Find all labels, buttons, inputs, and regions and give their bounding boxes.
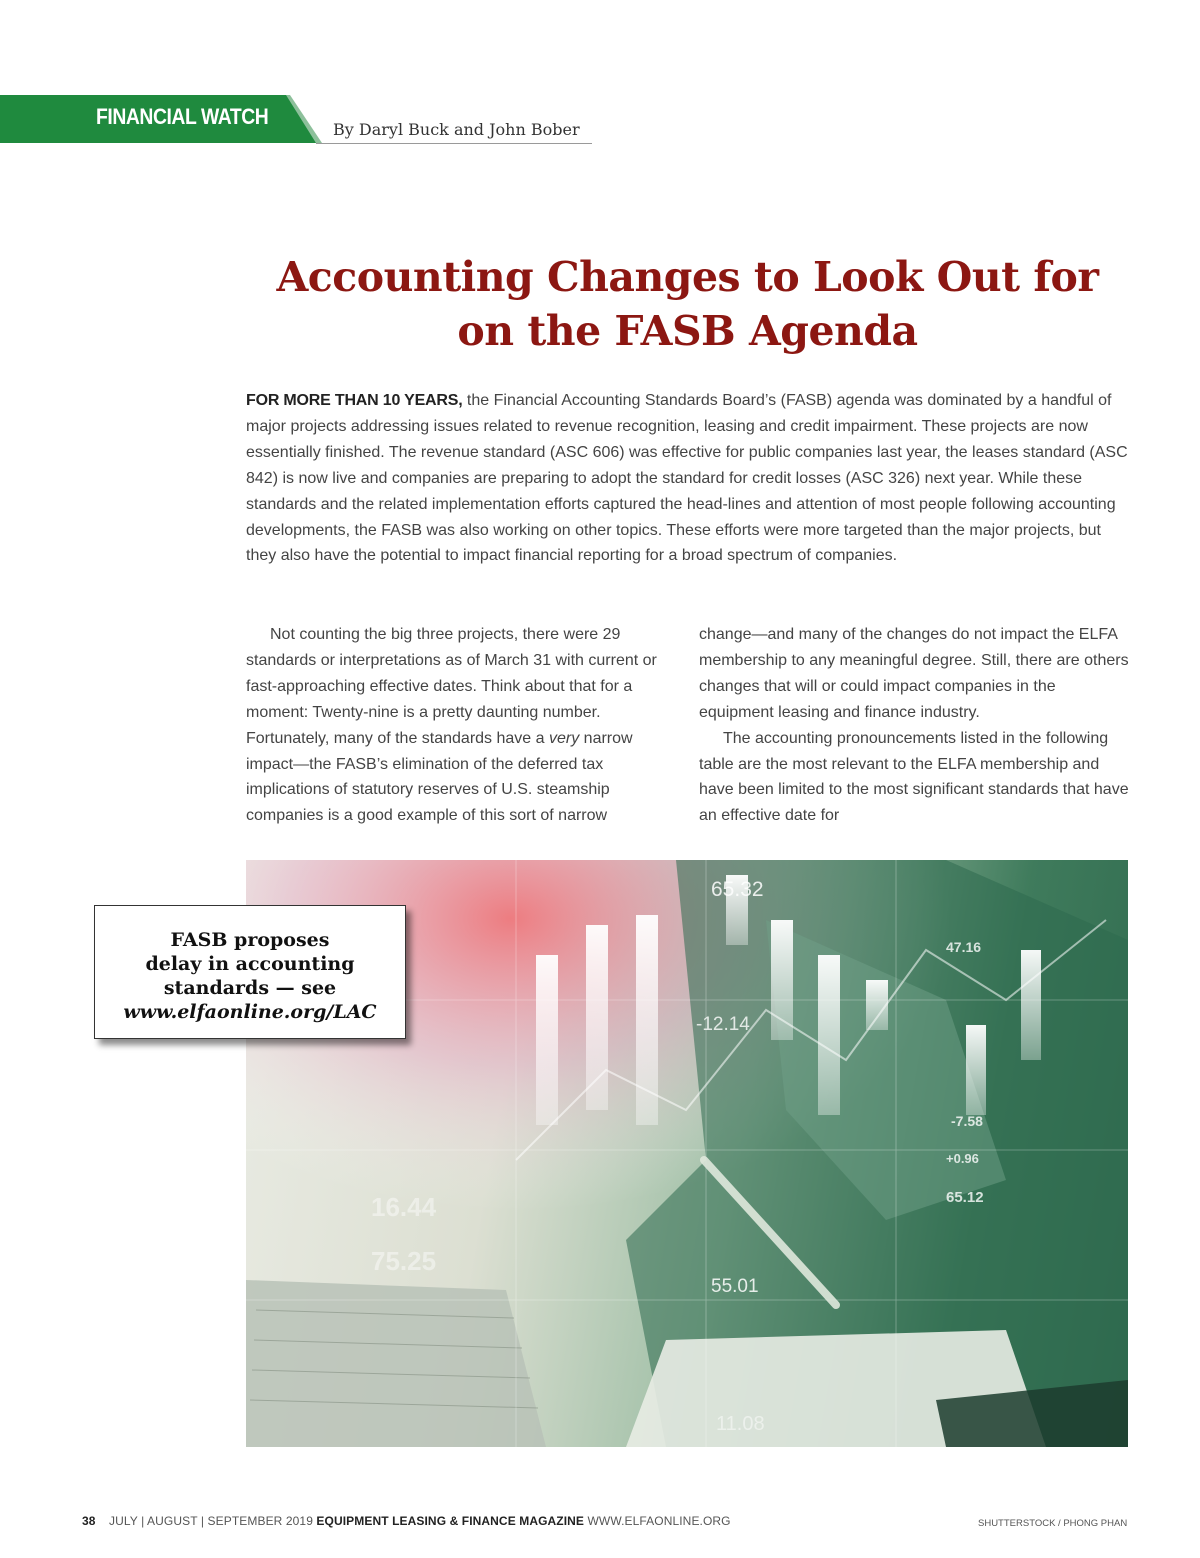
chart-bar [866,980,888,1030]
intro-lead-in: FOR MORE THAN 10 YEARS, [246,392,463,409]
issue-date: JULY | AUGUST | SEPTEMBER 2019 [109,1514,313,1528]
chart-number: -7.58 [951,1113,983,1129]
body-column-right [699,622,1131,829]
chart-number: 65.32 [711,878,764,901]
laptop-keyboard [246,1280,546,1447]
photo-credit: SHUTTERSTOCK / PHONG PHAN [978,1518,1128,1529]
body-text: Not counting the big three projects, there were 29 standards or interpretations as of March 31 with current or fast-approaching effective dates. Think about that for a moment: Twenty-nine is a pretty daunting number. Fortunately, many of the standards have a [246,626,657,747]
chart-number: 65.12 [946,1189,984,1206]
chart-bar [536,955,558,1125]
page-footer [82,1514,731,1528]
byline: By Daryl Buck and John Bober [333,120,580,139]
title-line-2: on the FASB Agenda [457,307,918,355]
article-title [240,250,1135,358]
chart-number: -12.14 [696,1014,750,1035]
body-paragraph: change—and many of the changes do not impact the ELFA membership to any meaningful degree. Still, there are others changes that will or could impact companies in the equipment leasing and finance industry. [699,626,1129,721]
body-paragraph: The accounting pronouncements listed in the following table are the most relevant to the ELFA membership and have been limited to the most significant standards that have an effective date for [699,729,1129,825]
chart-number: 16.44 [371,1192,437,1222]
chart-bar [966,1025,986,1115]
website-link[interactable]: WWW.ELFAONLINE.ORG [587,1514,731,1528]
body-column-left [246,622,684,829]
chart-number: +0.96 [946,1151,979,1166]
chart-bar [1021,950,1041,1060]
intro-text: the Financial Accounting Standards Board’s (FASB) agenda was dominated by a handful of major projects addressing issues related to revenue recognition, leasing and credit impairment. These projects are now essentially finished. The revenue standard (ASC 606) was effective for public companies last year, the leases standard (ASC 842) is now live and companies are preparing to adopt the standard for credit losses (ASC 326) next year. While these standards and the related implementation efforts captured the head-lines and attention of most people following accounting developments, the FASB was also working on other topics. These efforts were more targeted than the major projects, but they also have the potential to impact financial reporting for a broad spectrum of companies. [246,392,1128,565]
chart-bar [586,925,608,1110]
chart-number: 47.16 [946,939,982,955]
magazine-name: EQUIPMENT LEASING & FINANCE MAGAZINE [316,1514,585,1528]
section-label: FINANCIAL WATCH [96,104,269,129]
title-line-1: Accounting Changes to Look Out for [276,253,1099,301]
emphasis-very: very [548,729,580,747]
callout-line-1: FASB proposes [170,929,330,951]
body-paragraph [246,622,684,829]
body-text: narrow impact—the FASB’s elimination of the deferred tax implications of statutory reserves of U.S. steamship companies is a good example of this sort of narrow [246,729,633,825]
intro-paragraph [246,388,1134,569]
chart-bar [818,955,840,1115]
chart-number: 55.01 [711,1276,759,1297]
byline-rule [316,143,592,144]
chart-number: 11.08 [716,1413,765,1435]
callout-link[interactable]: www.elfaonline.org/LAC [123,1001,377,1023]
callout-box [94,905,406,1039]
chart-number: 75.25 [371,1246,437,1276]
page-number: 38 [82,1514,96,1528]
chart-bar [771,920,793,1040]
callout-line-2: delay in accounting [145,953,355,975]
callout-line-3: standards — see [163,977,337,999]
